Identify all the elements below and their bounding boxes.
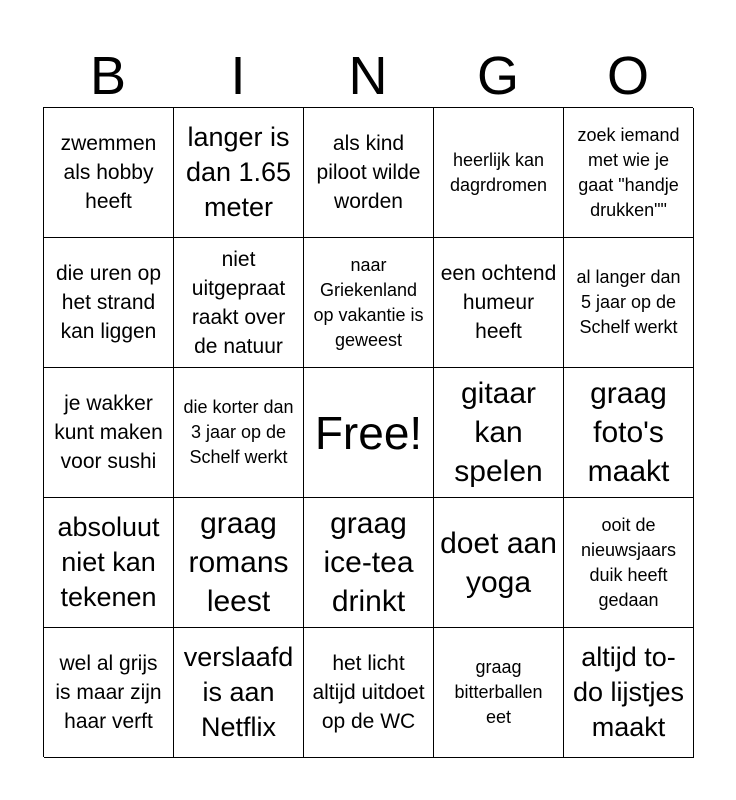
bingo-cell-r2-c4[interactable]: een ochtend humeur heeft [434, 238, 564, 368]
title-letter-i: I [230, 46, 246, 106]
title-letter-o: O [606, 46, 649, 106]
bingo-cell-r2-c5[interactable]: al langer dan 5 jaar op de Schelf werkt [564, 238, 694, 368]
bingo-cell-r3-c2[interactable]: die korter dan 3 jaar op de Schelf werkt [174, 368, 304, 498]
bingo-cell-r3-c1[interactable]: je wakker kunt maken voor sushi [44, 368, 174, 498]
bingo-cell-r4-c3[interactable]: graag ice-tea drinkt [304, 498, 434, 628]
bingo-cell-r3-c5[interactable]: graag foto's maakt [564, 368, 694, 498]
bingo-cell-r1-c2[interactable]: langer is dan 1.65 meter [174, 108, 304, 238]
bingo-cell-r5-c1[interactable]: wel al grijs is maar zijn haar verft [44, 628, 174, 758]
bingo-cell-r5-c4[interactable]: graag bitterballen eet [434, 628, 564, 758]
title-letter-n: N [348, 46, 388, 106]
bingo-cell-r1-c5[interactable]: zoek iemand met wie je gaat "handje drukken"" [564, 108, 694, 238]
bingo-title [43, 45, 693, 107]
bingo-cell-r1-c1[interactable]: zwemmen als hobby heeft [44, 108, 174, 238]
title-letter-b: B [89, 46, 127, 106]
title-letter-g: G [476, 46, 519, 106]
bingo-cell-r5-c2[interactable]: verslaafd is aan Netflix [174, 628, 304, 758]
bingo-cell-r4-c2[interactable]: graag romans leest [174, 498, 304, 628]
bingo-cell-r3-c4[interactable]: gitaar kan spelen [434, 368, 564, 498]
bingo-cell-r2-c3[interactable]: naar Griekenland op vakantie is geweest [304, 238, 434, 368]
bingo-cell-r4-c4[interactable]: doet aan yoga [434, 498, 564, 628]
bingo-cell-r2-c1[interactable]: die uren op het strand kan liggen [44, 238, 174, 368]
bingo-card-grid [43, 107, 693, 757]
bingo-cell-r4-c1[interactable]: absoluut niet kan tekenen [44, 498, 174, 628]
bingo-cell-r4-c5[interactable]: ooit de nieuwsjaars duik heeft gedaan [564, 498, 694, 628]
free-space-cell[interactable]: Free! [304, 368, 434, 498]
bingo-cell-r5-c5[interactable]: altijd to-do lijstjes maakt [564, 628, 694, 758]
bingo-cell-r5-c3[interactable]: het licht altijd uitdoet op de WC [304, 628, 434, 758]
bingo-cell-r1-c4[interactable]: heerlijk kan dagrdromen [434, 108, 564, 238]
bingo-cell-r1-c3[interactable]: als kind piloot wilde worden [304, 108, 434, 238]
bingo-cell-r2-c2[interactable]: niet uitgepraat raakt over de natuur [174, 238, 304, 368]
